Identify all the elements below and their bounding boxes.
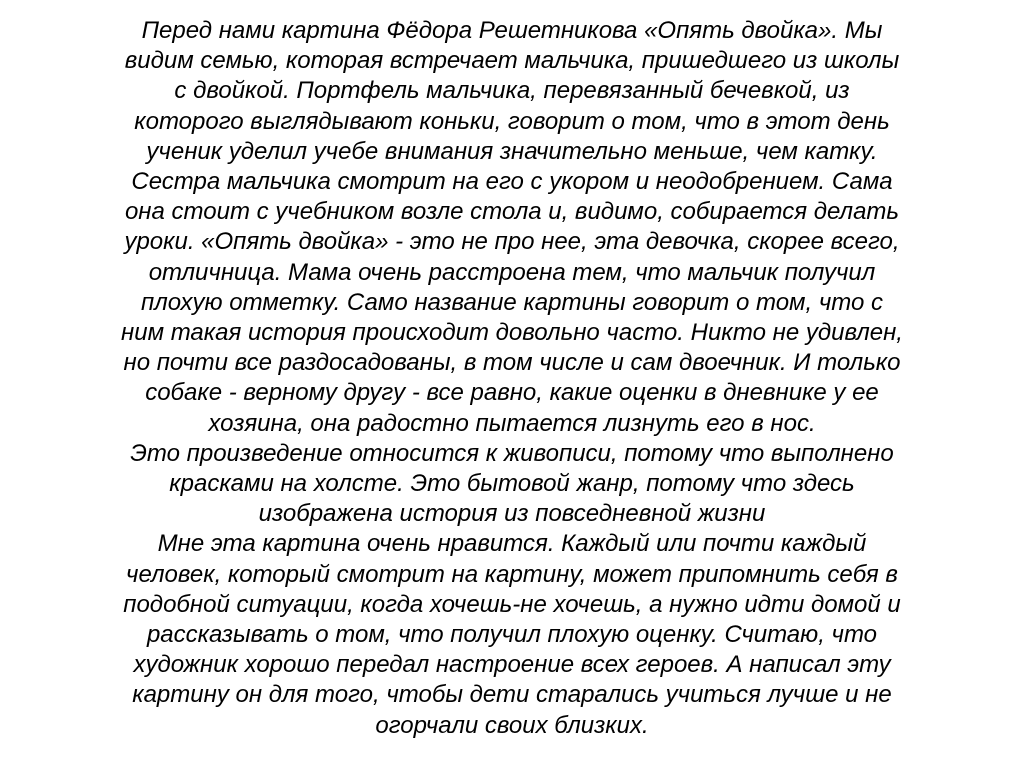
text-line: собаке - верному другу - все равно, какие оценки в дневнике у ее [145,379,879,407]
text-line: Это произведение относится к живописи, потому что выполнено [130,439,894,467]
text-line: которого выглядывают коньки, говорит о том, что в этот день [134,107,890,135]
text-line: картину он для того, чтобы дети старались учиться лучше и не [132,681,892,709]
essay-text [70,16,954,741]
text-line: но почти все раздосадованы, в том числе и сам двоечник. И только [123,349,901,377]
text-line: отличница. Мама очень расстроена тем, что мальчик получил [148,258,876,286]
text-line: ним такая история происходит довольно часто. Никто не удивлен, [121,319,903,347]
text-line: Перед нами картина Фёдора Решетникова «Опять двойка». Мы [141,17,883,44]
text-line: огорчали своих близких. [375,711,649,739]
text-line: человек, который смотрит на картину, может припомнить себя в [126,560,898,588]
text-line: красками на холсте. Это бытовой жанр, потому что здесь [169,470,855,498]
text-line: Сестра мальчика смотрит на его с укором и неодобрением. Сама [131,168,893,196]
text-line: подобной ситуации, когда хочешь-не хочешь, а нужно идти домой и [123,590,901,618]
text-line: Мне эта картина очень нравится. Каждый или почти каждый [157,530,867,558]
text-line: плохую отметку. Само название картины говорит о том, что с [140,288,883,316]
text-line: ученик уделил учебе внимания значительно меньше, чем катку. [146,137,878,165]
text-line: хозяина, она радостно пытается лизнуть его в нос. [208,409,816,437]
text-line: с двойкой. Портфель мальчика, перевязанный бечевкой, из [174,77,850,105]
text-line: она стоит с учебником возле стола и, видимо, собирается делать [124,198,900,226]
text-line: изображена история из повседневной жизни [258,500,766,528]
text-line: рассказывать о том, что получил плохую оценку. Считаю, что [146,621,878,649]
text-line: видим семью, которая встречает мальчика, пришедшего из школы [124,47,900,75]
text-line: художник хорошо передал настроение всех героев. А написал эту [133,651,891,679]
text-line: уроки. «Опять двойка» - это не про нее, эта девочка, скорее всего, [124,228,900,256]
